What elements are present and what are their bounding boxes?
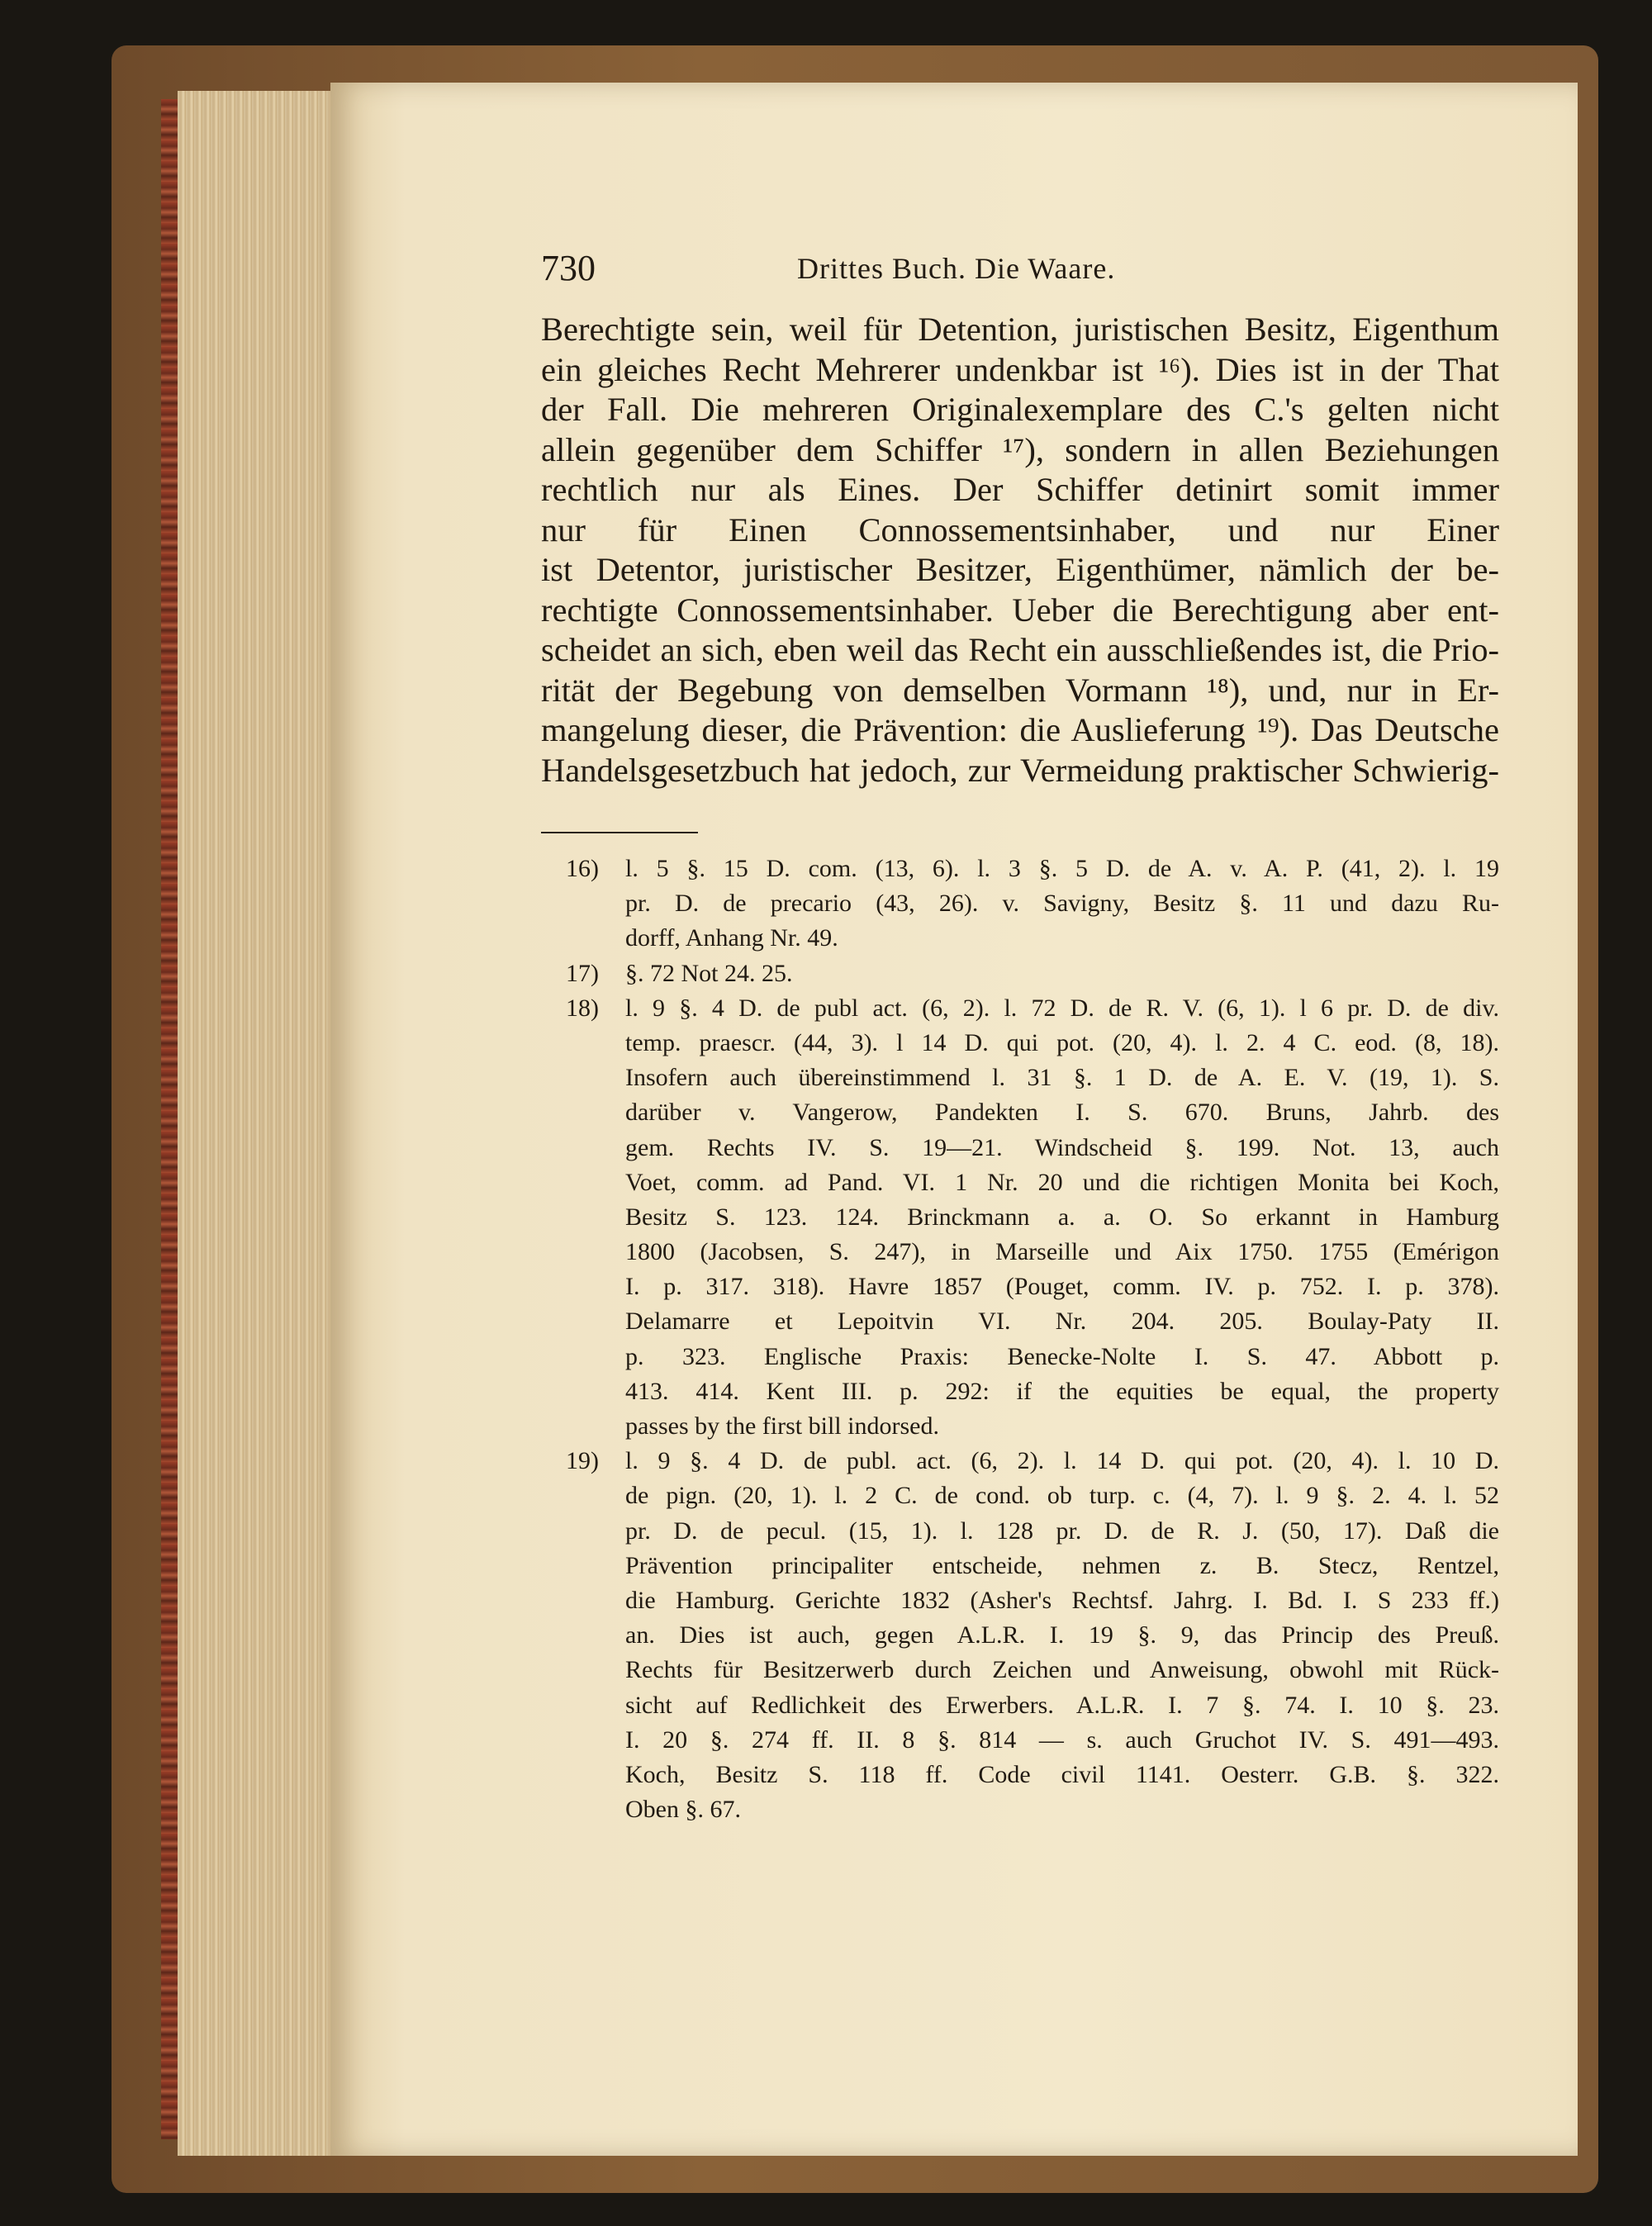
footnote-line: pr. D. de precario (43, 26). v. Savigny, Besitz §. 11 und dazu Ru- bbox=[625, 890, 1499, 918]
running-head bbox=[541, 244, 1499, 293]
page-stack bbox=[178, 91, 351, 2156]
footnote-line: passes by the first bill indorsed. bbox=[625, 1412, 939, 1440]
footnote-line: temp. praescr. (44, 3). l 14 D. qui pot. (20, 4). l. 2. 4 C. eod. (8, 18). bbox=[625, 1028, 1499, 1056]
page-content bbox=[541, 244, 1499, 1827]
body-text bbox=[541, 310, 1499, 790]
footnote-line: p. 323. Englische Praxis: Benecke-Nolte I. S. 47. Abbott p. bbox=[625, 1342, 1499, 1370]
footnote-line: l. 5 §. 15 D. com. (13, 6). l. 3 §. 5 D. de A. v. A. P. (41, 2). l. 19 bbox=[625, 855, 1499, 882]
footnote-line: dorff, Anhang Nr. 49. bbox=[625, 924, 838, 952]
footnote-line: 1800 (Jacobsen, S. 247), in Marseille und Aix 1750. 1755 (Emérigon bbox=[625, 1238, 1499, 1266]
page-number: 730 bbox=[541, 248, 596, 288]
footnote-line: Oben §. 67. bbox=[625, 1796, 741, 1824]
footnote-line: l. 9 §. 4 D. de publ. act. (6, 2). l. 14 D. qui pot. (20, 4). l. 10 D. bbox=[625, 1447, 1499, 1475]
footnote-line: Rechts für Besitzerwerb durch Zeichen und Anweisung, obwohl mit Rück- bbox=[625, 1656, 1499, 1684]
body-line: mangelung dieser, die Prävention: die Auslieferung ¹⁹). Das Deutsche bbox=[541, 711, 1499, 748]
footnote-16 bbox=[541, 852, 1499, 956]
body-line: rität der Begebung von demselben Vormann ¹⁸), und, nur in Er- bbox=[541, 671, 1499, 709]
body-line: rechtlich nur als Eines. Der Schiffer detinirt somit immer bbox=[541, 471, 1499, 508]
footnote-rule bbox=[541, 832, 698, 833]
body-line: ein gleiches Recht Mehrerer undenkbar ist ¹⁶). Dies ist in der That bbox=[541, 350, 1499, 388]
footnote-line: l. 9 §. 4 D. de publ act. (6, 2). l. 72 D. de R. V. (6, 1). l 6 pr. D. de div. bbox=[625, 994, 1499, 1022]
footnote-line: an. Dies ist auch, gegen A.L.R. I. 19 §. 9, das Princip des Preuß. bbox=[625, 1621, 1499, 1649]
footnote-line: die Hamburg. Gerichte 1832 (Asher's Rechtsf. Jahrg. I. Bd. I. S 233 ff.) bbox=[625, 1586, 1499, 1614]
footnote-line: Koch, Besitz S. 118 ff. Code civil 1141. Oesterr. G.B. §. 322. bbox=[625, 1760, 1499, 1788]
footnote-number: 19) bbox=[566, 1447, 599, 1475]
footnote-number: 17) bbox=[566, 959, 599, 987]
footnote-line: I. p. 317. 318). Havre 1857 (Pouget, comm. IV. p. 752. I. p. 378). bbox=[625, 1273, 1499, 1301]
footnote-17 bbox=[541, 956, 1499, 991]
footnote-line: §. 72 Not 24. 25. bbox=[625, 959, 793, 987]
footnote-line: I. 20 §. 274 ff. II. 8 §. 814 — s. auch Gruchot IV. S. 491—493. bbox=[625, 1725, 1499, 1754]
footnote-19 bbox=[541, 1444, 1499, 1827]
footnote-line: Delamarre et Lepoitvin VI. Nr. 204. 205. Boulay-Paty II. bbox=[625, 1308, 1499, 1336]
running-title: Drittes Buch. Die Waare. bbox=[797, 252, 1116, 285]
body-line: Berechtigte sein, weil für Detention, juristischen Besitz, Eigenthum bbox=[541, 311, 1499, 348]
body-line: Handelsgesetzbuch hat jedoch, zur Vermeidung praktischer Schwierig- bbox=[541, 751, 1499, 789]
footnote-line: Prävention principaliter entscheide, nehmen z. B. Stecz, Rentzel, bbox=[625, 1551, 1499, 1579]
body-line: ist Detentor, juristischer Besitzer, Eigenthümer, nämlich der be- bbox=[541, 551, 1499, 588]
footnote-line: sicht auf Redlichkeit des Erwerbers. A.L.R. I. 7 §. 74. I. 10 §. 23. bbox=[625, 1691, 1499, 1719]
body-line: nur für Einen Connossementsinhaber, und nur Einer bbox=[541, 510, 1499, 548]
footnote-line: darüber v. Vangerow, Pandekten I. S. 670. Bruns, Jahrb. des bbox=[625, 1099, 1499, 1127]
footnote-number: 16) bbox=[566, 855, 599, 882]
body-line: allein gegenüber dem Schiffer ¹⁷), sondern in allen Beziehungen bbox=[541, 430, 1499, 468]
footnote-line: Besitz S. 123. 124. Brinckmann a. a. O. So erkannt in Hamburg bbox=[625, 1203, 1499, 1231]
footnote-line: 413. 414. Kent III. p. 292: if the equities be equal, the property bbox=[625, 1377, 1499, 1405]
body-line: scheidet an sich, eben weil das Recht ein ausschließendes ist, die Prio- bbox=[541, 631, 1499, 668]
body-line: rechtigte Connossementsinhaber. Ueber die Berechtigung aber ent- bbox=[541, 591, 1499, 629]
footnote-line: Voet, comm. ad Pand. VI. 1 Nr. 20 und die richtigen Monita bei Koch, bbox=[625, 1168, 1499, 1196]
footnote-line: de pign. (20, 1). l. 2 C. de cond. ob turp. c. (4, 7). l. 9 §. 2. 4. l. 52 bbox=[625, 1482, 1499, 1510]
footnote-18 bbox=[541, 991, 1499, 1444]
footnotes bbox=[541, 852, 1499, 1827]
footnote-line: gem. Rechts IV. S. 19—21. Windscheid §. 199. Not. 13, auch bbox=[625, 1133, 1499, 1161]
footnote-line: Insofern auch übereinstimmend l. 31 §. 1 D. de A. E. V. (19, 1). S. bbox=[625, 1064, 1499, 1092]
footnote-line: pr. D. de pecul. (15, 1). l. 128 pr. D. de R. J. (50, 17). Daß die bbox=[625, 1516, 1499, 1545]
footnote-number: 18) bbox=[566, 994, 599, 1022]
body-line: der Fall. Die mehreren Originalexemplare des C.'s gelten nicht bbox=[541, 391, 1499, 428]
